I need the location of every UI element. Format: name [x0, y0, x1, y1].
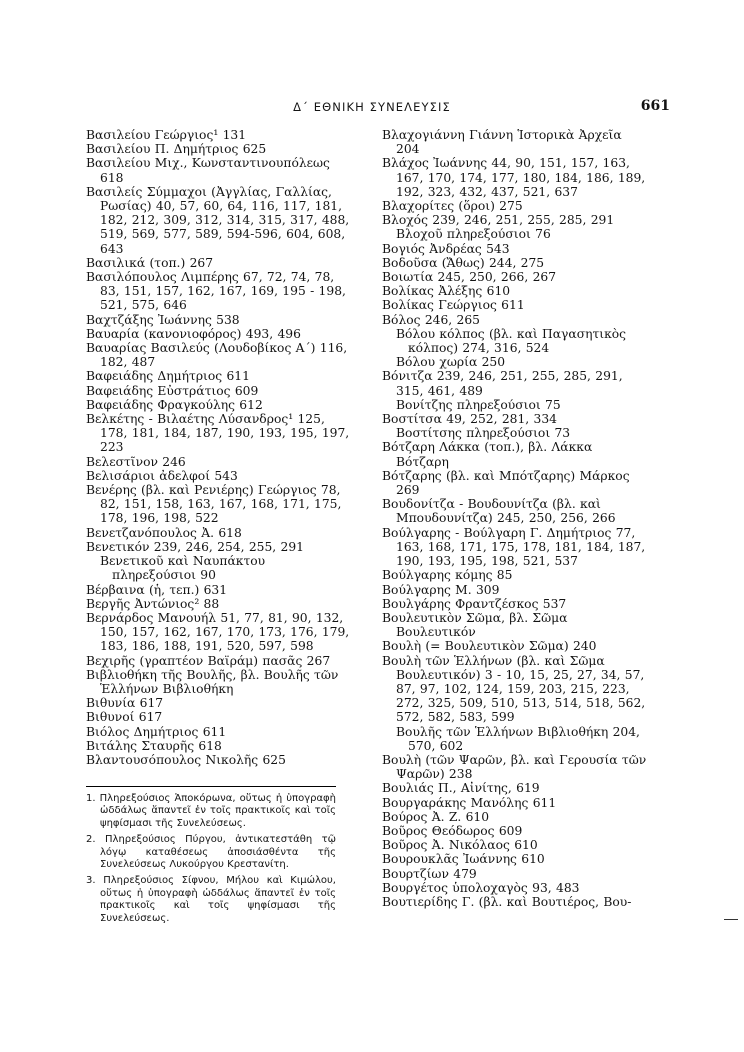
index-entry: Βουλγάρης Φραντζέσκος 537: [382, 596, 567, 611]
index-entry: Βουλιάς Π., Αἰνίτης, 619: [382, 781, 540, 796]
index-entry: Βόλος 246, 265: [382, 312, 480, 327]
footnote-block: [86, 786, 336, 929]
index-entry: Βενετζανόπουλος Ἀ. 618: [86, 525, 242, 540]
index-entry: Βουρτζίων 479: [382, 866, 477, 881]
index-entry: Βλαχορίτες (ὅροι) 275: [382, 199, 523, 214]
index-entry: Βουλευτικὸν Σῶμα, βλ. Σῶμα Βουλευτικόν: [382, 610, 568, 640]
index-column-right: [382, 128, 647, 909]
footnote-text: Πληρεξούσιος Πύργου, ἀντικατεστάθη τῷ λόγῳ καταθέσεως ἀποσιάσθέντα τῆς Συνελεύσεως Λυκούργου Κρεστανίτη.: [100, 834, 336, 871]
index-subentry: Βενετικοῦ καὶ Ναυπάκτου πληρεξούσιοι 90: [100, 554, 266, 583]
index-entry: Βενετικόν 239, 246, 254, 255, 291: [86, 539, 304, 554]
page-header: [0, 100, 744, 118]
index-entry: Βενέρης (βλ. καὶ Ρενιέρης) Γεώργιος 78, 82, 151, 158, 163, 167, 168, 171, 175, 178, 196, 198, 522: [86, 483, 342, 526]
index-entry: Βιτάλης Σταυρῆς 618: [86, 738, 222, 753]
index-subentry: Βουλῆς τῶν Ἑλλήνων Βιβλιοθήκη 204, 570, 602: [396, 724, 640, 753]
index-entry: Βότζαρη Λάκκα (τοπ.), βλ. Λάκκα Βότζαρη: [382, 440, 593, 469]
index-entry: Βοστίτσα 49, 252, 281, 334: [382, 412, 557, 427]
index-entry: Βοῦρος Θεόδωρος 609: [382, 823, 523, 838]
index-entry: Βιθυνία 617: [86, 696, 164, 711]
footnote-marker: 3.: [86, 875, 96, 887]
index-entry: Βαφειάδης Φραγκούλης 612: [86, 397, 263, 412]
footnote-marker: 2.: [86, 834, 96, 846]
index-entry: Βόνιτζα 239, 246, 251, 255, 285, 291, 315, 461, 489: [382, 369, 623, 398]
index-entry: Βοιωτία 245, 250, 266, 267: [382, 270, 557, 285]
footnote-marker: 1.: [86, 793, 96, 804]
index-columns: [86, 128, 666, 924]
index-subentry: Βλοχοῦ πληρεξούσιοι 76: [396, 227, 551, 242]
index-entry: Βολίκας Γεώργιος 611: [382, 298, 525, 313]
page-number: 661: [640, 98, 670, 114]
index-entry: Βοῦρος Ἀ. Νικόλαος 610: [382, 838, 538, 853]
index-entry: Βλοχός 239, 246, 251, 255, 285, 291: [382, 213, 615, 228]
footnote-2: [86, 834, 336, 871]
index-entry: Βοδοῦσα (Ἄθως) 244, 275: [382, 255, 545, 270]
index-entry: Βαφειάδης Δημήτριος 611: [86, 369, 250, 384]
index-entry: Βουρουκλᾶς Ἰωάννης 610: [382, 852, 545, 867]
running-head: Δ΄ ΕΘΝΙΚΗ ΣΥΝΕΛΕΥΣΙΣ: [293, 100, 451, 114]
index-entry: Βασιλικά (τοπ.) 267: [86, 255, 214, 270]
index-entry: Βαφειάδης Εὐστράτιος 609: [86, 383, 259, 398]
index-column-left: [86, 128, 351, 924]
index-subentry: Βοστίτσης πληρεξούσιοι 73: [396, 426, 571, 441]
index-entry: Βελισάριοι ἀδελφοί 543: [86, 468, 238, 483]
index-entry: Βουτιερίδης Γ. (βλ. καὶ Βουτιέρος, Βου-: [382, 894, 632, 909]
index-entry: Βολίκας Ἀλέξης 610: [382, 284, 511, 299]
index-entry: Βούλγαρης - Βούλγαρη Γ. Δημήτριος 77, 163, 168, 171, 175, 178, 181, 184, 187, 190, 193, 195, 198, 521, 537: [382, 525, 646, 569]
index-entry: Βεχιρῆς (γραπτέον Βαϊράμ) πασᾶς 267: [86, 653, 331, 668]
index-entry: Βουλὴ τῶν Ἑλλήνων (βλ. καὶ Σῶμα Βουλευτικόν) 3 - 10, 15, 25, 27, 34, 57, 87, 97, 102, 124, 159, 203, 215, 223, 272, 325, 509, 510, 513, 514, 518, 562, 572, 582, 583, 599: [382, 653, 646, 725]
index-entry: Βερνάρδος Μανουήλ 51, 77, 81, 90, 132, 150, 157, 162, 167, 170, 173, 176, 179, 183, 186, 188, 191, 520, 597, 598: [86, 610, 350, 654]
index-entry: Βλαχογιάννη Γιάννη Ἱστορικὰ Ἀρχεῖα 204: [382, 128, 622, 157]
index-entry: Βουργέτος ὑπολοχαγὸς 93, 483: [382, 880, 580, 895]
index-subentry: Βόλου κόλπος (βλ. καὶ Παγασητικὸς κόλπος) 274, 316, 524: [396, 326, 627, 356]
index-entry: Βασιλείου Π. Δημήτριος 625: [86, 142, 267, 157]
index-entry: Βασιλόπουλος Λιμπέρης 67, 72, 74, 78, 83, 151, 157, 162, 167, 169, 195 - 198, 521, 575, 646: [86, 270, 346, 313]
index-entry: Βαυαρία (κανονιοφόρος) 493, 496: [86, 326, 301, 341]
index-entry: Βαχτζάξης Ἰωάννης 538: [86, 312, 240, 327]
index-entry: Βασιλείου Μιχ., Κωνσταντινουπόλεως 618: [86, 156, 330, 185]
index-entry: Βιόλος Δημήτριος 611: [86, 724, 227, 739]
index-entry: Βελεστῖνον 246: [86, 454, 186, 469]
index-subentry: Βόλου χωρία 250: [396, 355, 506, 370]
index-entry: Βέρβαινα (ἡ, τεπ.) 631: [86, 582, 228, 597]
index-entry: Βιθυνοί 617: [86, 710, 163, 725]
index-entry: Βουλὴ (τῶν Ψαρῶν, βλ. καὶ Γερουσία τῶν Ψαρῶν) 238: [382, 752, 647, 782]
index-entry: Βούλγαρης Μ. 309: [382, 582, 500, 597]
index-entry: Βασιλείς Σύμμαχοι (Ἀγγλίας, Γαλλίας, Ρωσίας) 40, 57, 60, 64, 116, 117, 181, 182, 212, 309, 312, 314, 315, 317, 488, 519, 569, 577, 589, 594-596, 604, 608, 643: [86, 184, 350, 256]
index-entry: Βασιλείου Γεώργιος¹ 131: [86, 128, 247, 142]
index-entry: Βελκέτης - Βιλαέτης Λύσανδρος¹ 125, 178, 181, 184, 187, 190, 193, 195, 197, 223: [86, 412, 350, 455]
footnote-3: [86, 875, 336, 925]
index-entry: Βλαντουσόπουλος Νικολῆς 625: [86, 752, 286, 767]
index-entry: Βλάχος Ἰωάννης 44, 90, 151, 157, 163, 167, 170, 174, 177, 180, 184, 186, 189, 192, 323, 432, 437, 521, 637: [382, 156, 646, 199]
footnote-text: Πληρεξούσιος Ἀποκόρωνα, οὕτως ἡ ὑπογραφὴ ὠδδάλως ἅπαντεῖ ἐν τοῖς πρακτικοῖς καὶ τοῖς ψηφίσμασι τῆς Συνελεύσεως.: [99, 793, 336, 829]
index-entry: Βιβλιοθήκη τῆς Βουλῆς, βλ. Βουλῆς τῶν Ἑλλήνων Βιβλιοθήκη: [86, 667, 339, 696]
index-entry: Βούρος Ἀ. Ζ. 610: [382, 809, 490, 824]
index-entry: Βότζαρης (βλ. καὶ Μπότζαρης) Μάρκος 269: [382, 468, 630, 498]
index-entry: Βουλὴ (= Βουλευτικὸν Σῶμα) 240: [382, 639, 597, 654]
footnote-1: [86, 793, 336, 830]
index-entry: Βαυαρίας Βασιλεύς (Λουδοβίκος Α΄) 116, 182, 487: [86, 341, 348, 370]
footnote-text: Πληρεξούσιος Σίφνου, Μήλου καὶ Κιμώλου, οὕτως ἡ ὑπογραφὴ ὠδδάλως ἅπαντεῖ ἐν τοῖς πρακτικοῖς καὶ τοῖς ψηφίσμασι τῆς Συνελεύσεως.: [100, 875, 336, 924]
index-entry: Βουδονίτζα - Βουδουνίτζα (βλ. καὶ Μπουδουνίτζα) 245, 250, 256, 266: [382, 497, 616, 526]
index-entry: Βούλγαρης κόμης 85: [382, 568, 513, 583]
index-entry: Βουργαράκης Μανόλης 611: [382, 795, 557, 810]
index-entry: Βογιός Ἀνδρέας 543: [382, 241, 510, 256]
index-entry: Βεργῆς Ἀντώνιος² 88: [86, 596, 220, 611]
index-subentry: Βονίτζης πληρεξούσιοι 75: [396, 397, 561, 412]
page-edge-mark: [724, 919, 738, 920]
